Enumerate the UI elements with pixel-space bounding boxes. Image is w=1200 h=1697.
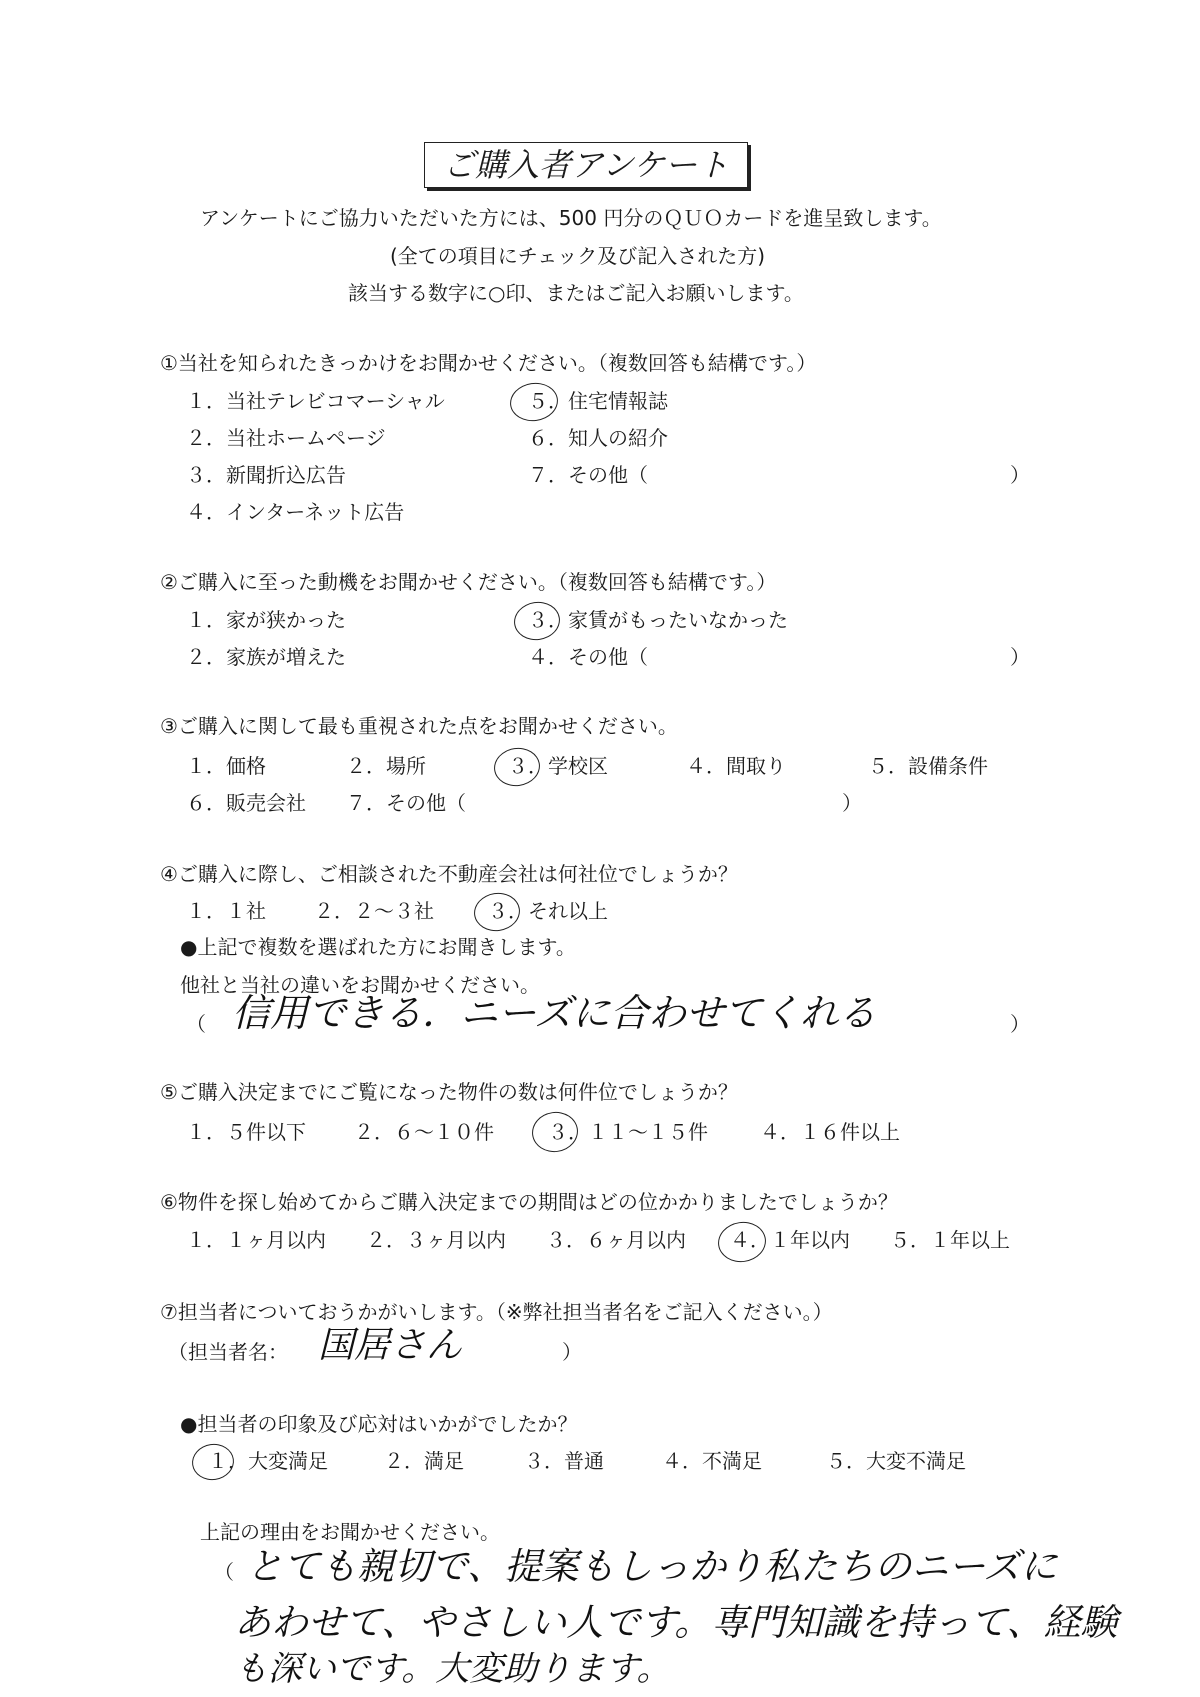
q7-impression-note: ●担当者の印象及び応対はいかがでしたか？ [180, 1412, 578, 1436]
q6-option-4[interactable]: ４．１年以内 [730, 1228, 850, 1252]
q1-option-7[interactable]: ７．その他（ [528, 463, 648, 487]
q2-option-4[interactable]: ４．その他（ [528, 645, 648, 669]
q5-selection-circle [529, 1109, 580, 1155]
q4-followup-question: 他社と当社の違いをお聞かせください。 [180, 973, 540, 997]
q2-selection-circle [512, 599, 563, 643]
q6-option-3[interactable]: ３．６ヶ月以内 [546, 1228, 686, 1252]
q6-option-1[interactable]: １．１ヶ月以内 [186, 1228, 326, 1252]
q7-reason-open-paren: （ [214, 1560, 234, 1584]
q3-option-3[interactable]: ３．学校区 [508, 754, 608, 778]
intro-line-2: (全ての項目にチェック及び記入された方) [390, 244, 766, 268]
q5-question: ⑤ご購入決定までにご覧になった物件の数は何件位でしょうか？ [160, 1080, 738, 1104]
q2-option-1[interactable]: １．家が狭かった [186, 608, 346, 632]
q7-name-close-paren: ） [562, 1340, 582, 1364]
q6-selection-circle [715, 1219, 768, 1265]
q4-close-paren: ） [1010, 1012, 1030, 1036]
q7-reason-line-3[interactable]: も深いです。大変助ります。 [234, 1649, 671, 1689]
q6-option-5[interactable]: ５．１年以上 [890, 1228, 1010, 1252]
intro-line-1: アンケートにご協力いただいた方には、500 円分のＱＵＯカードを進呈致します。 [200, 206, 942, 230]
q3-selection-circle [492, 745, 543, 789]
q2-option-3[interactable]: ３．家賃がもったいなかった [528, 608, 788, 632]
q1-option-6[interactable]: ６．知人の紹介 [528, 426, 668, 450]
q2-question: ②ご購入に至った動機をお聞かせください。（複数回答も結構です。） [160, 570, 777, 594]
q6-question: ⑥物件を探し始めてからご購入決定までの期間はどの位かかりましたでしょうか？ [160, 1190, 898, 1214]
q7-selection-circle [190, 1441, 237, 1482]
q7-option-1[interactable]: １．大変満足 [208, 1449, 328, 1473]
q5-option-4[interactable]: ４．１６件以上 [760, 1120, 900, 1144]
q7-option-4[interactable]: ４．不満足 [662, 1449, 762, 1473]
q3-close-paren: ） [842, 791, 862, 815]
q1-close-paren: ） [1010, 463, 1030, 487]
q7-reason-line-2[interactable]: あわせて、やさしい人です。専門知識を持って、経験 [234, 1601, 1118, 1644]
q2-close-paren: ） [1010, 645, 1030, 669]
q1-selection-circle [508, 380, 561, 424]
q3-option-1[interactable]: １．価格 [186, 754, 266, 778]
q3-option-5[interactable]: ５．設備条件 [868, 754, 988, 778]
q1-option-4[interactable]: ４．インターネット広告 [186, 500, 405, 524]
q1-option-1[interactable]: １．当社テレビコマーシャル [186, 389, 445, 413]
q5-option-3[interactable]: ３．１１～１５件 [548, 1120, 708, 1144]
q5-option-1[interactable]: １．５件以下 [186, 1120, 306, 1144]
q7-option-3[interactable]: ３．普通 [524, 1449, 604, 1473]
q7-option-2[interactable]: ２．満足 [384, 1449, 464, 1473]
q3-option-6[interactable]: ６．販売会社 [186, 791, 306, 815]
q7-name-label: （担当者名： [168, 1340, 288, 1364]
q4-followup-note: ●上記で複数を選ばれた方にお聞きします。 [180, 935, 576, 959]
q3-option-7[interactable]: ７．その他（ [346, 791, 466, 815]
q1-option-3[interactable]: ３．新聞折込広告 [186, 463, 346, 487]
q5-option-2[interactable]: ２．６～１０件 [354, 1120, 494, 1144]
q7-reason-line-1[interactable]: とても親切で、提案もしっかり私たちのニーズに [246, 1545, 1058, 1588]
q4-option-3[interactable]: ３．それ以上 [488, 899, 608, 923]
q7-handwritten-name[interactable]: 国居さん [318, 1325, 463, 1366]
q1-option-5[interactable]: ５．住宅情報誌 [528, 389, 668, 413]
intro-line-3: 該当する数字に○印、またはご記入お願いします。 [348, 281, 804, 305]
q4-selection-circle [472, 890, 523, 934]
q6-option-2[interactable]: ２．３ヶ月以内 [366, 1228, 506, 1252]
q3-option-4[interactable]: ４．間取り [686, 754, 786, 778]
q7-question: ⑦担当者についておうかがいします。（※弊社担当者名をご記入ください。） [160, 1300, 833, 1324]
q4-open-paren: （ [186, 1012, 206, 1036]
q7-option-5[interactable]: ５．大変不満足 [826, 1449, 966, 1473]
q3-question: ③ご購入に関して最も重視された点をお聞かせください。 [160, 714, 678, 738]
q7-reason-question: 上記の理由をお聞かせください。 [200, 1520, 500, 1544]
q4-question: ④ご購入に際し、ご相談された不動産会社は何社位でしょうか？ [160, 862, 738, 886]
q2-option-2[interactable]: ２．家族が増えた [186, 645, 346, 669]
survey-title: ご購入者アンケート [442, 146, 730, 184]
q1-question: ①当社を知られたきっかけをお聞かせください。（複数回答も結構です。） [160, 351, 817, 375]
q3-option-2[interactable]: ２．場所 [346, 754, 426, 778]
q4-option-2[interactable]: ２．２～３社 [314, 899, 434, 923]
q1-option-2[interactable]: ２．当社ホームページ [186, 426, 386, 450]
q4-handwritten-answer[interactable]: 信用できる．ニーズに合わせてくれる [232, 991, 877, 1035]
q4-option-1[interactable]: １．１社 [186, 899, 266, 923]
survey-title-box [424, 142, 748, 188]
